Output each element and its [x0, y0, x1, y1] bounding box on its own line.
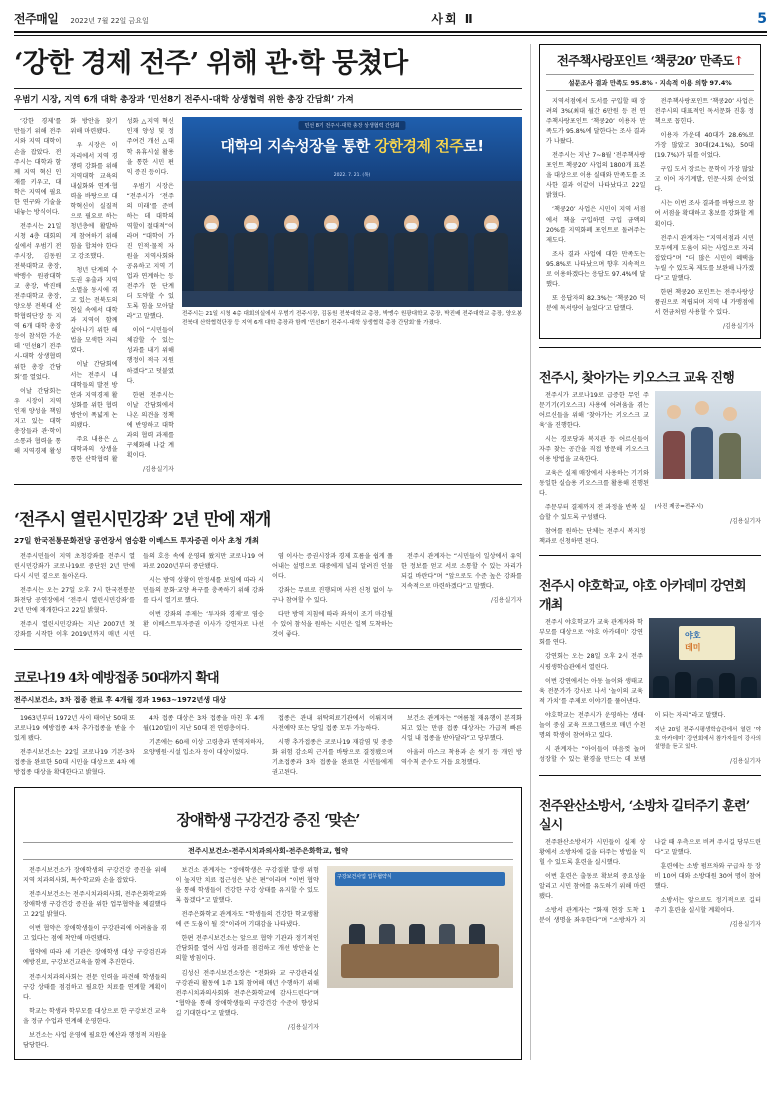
fire-para: 전주완산소방서가 시민들이 실제 상황에서 소방차에 길을 터주는 방법을 익힐 수 있도록 훈련을 실시했다.: [539, 838, 646, 866]
kiosk-para: 전주시가 코로나19로 급증한 무인 주문기기(키오스크) 사용에 어려움을 겪는 어르신들을 위해 ‘찾아가는 키오스크 교육’을 진행한다.: [539, 391, 649, 429]
article2-para: 전주시 열린시민강좌는 지난 2007년 첫 강좌를 시작한 이후 2019년까지 매년 시민들의 호응 속에 운영돼 왔지만 코로나19 여파로 2020년부터 중단됐다.: [14, 552, 264, 639]
yaho-photo: [649, 618, 761, 698]
article-vaccine: [14, 649, 522, 778]
feature-para: 이번 협약은 장애학생들이 구강관리에 어려움을 겪고 있다는 점에 착안해 마련됐다.: [23, 925, 167, 943]
side-article-fire-drill: [539, 775, 761, 930]
side-box1-para: 또 응답자의 82.3%는 ‘책쿵20 덕분에 독서량이 늘었다’고 답했다.: [546, 294, 646, 312]
side-box1-byline: /김용실기자: [722, 322, 754, 330]
feature-body: [23, 866, 319, 1051]
kiosk-para: 참여를 원하는 단체는 전주시 복지정책과로 신청하면 된다.: [539, 528, 646, 546]
lead-para: 이날 간담회는 우 시장이 지역 인재 양성을 책임지고 있는 대학 총장들과 관·학이 소통과 협력을 통해 지역경제 활성화 방안을 찾기 위해 마련됐다.: [14, 118, 118, 455]
side-article-yaho: [539, 555, 761, 767]
article3-body: [14, 714, 522, 778]
lead-para: 이어 “시민들이 체감할 수 있는 성과를 내기 위해 행정이 적극 지원하겠다”고 덧붙였다.: [126, 327, 174, 385]
yaho-para: 이번 강연에서는 아동 놀이와 생태교육 전문가가 강사로 나서 ‘놀이의 교육적 가치’를 주제로 이야기를 풀어낸다.: [539, 677, 643, 705]
article3-para: 기존에는 60세 이상 고령층과 면역저하자, 요양병원·시설 입소자 등이 대상이었다.: [143, 739, 264, 757]
paper-name: 전주매일: [14, 12, 59, 26]
lead-para: ‘강한 경제’를 만들기 위해 전주시와 지역 대학이 손을 잡았다. 전주시는 대학과 함께 지역 혁신 인재를 키우고, 대학은 지역에 필요한 연구와 기술을 내놓는 방식이다.: [14, 118, 62, 216]
lead-para: 한편 전주시는 이날 간담회에서 나온 의견을 정책에 반영하고 대학과의 협력 과제를 구체화해 나갈 계획이다.: [126, 391, 174, 459]
side-box1-para: 시는 이번 조사 결과를 바탕으로 참여 서점을 확대하고 홍보를 강화할 계획이다.: [654, 200, 755, 228]
yaho-byline: /김용실기자: [729, 758, 761, 766]
page-content: [14, 44, 767, 1060]
yaho-body-cont: [539, 711, 761, 767]
side-box1-title-text: 전주책사랑포인트 ‘책쿵20’ 만족도: [556, 53, 734, 68]
side-box1-sub: 설문조사 결과 만족도 95.8% · 지속적 이용 의향 97.4%: [546, 74, 754, 91]
feature-para: 전주시보건소는 전주시치과의사회, 전주은화학교와 장애학생 구강건강 증진을 위한 업무협약을 체결했다고 22일 밝혔다.: [23, 891, 167, 919]
side-box1-para: 구입 도서 장르는 문학이 가장 많았고 이어 자기계발, 인문·사회 순이었다.: [654, 166, 755, 194]
feature-byline: /김용실기자: [287, 1023, 319, 1031]
lead-para: 주요 내용은 △대학과의 상생을 통한 산학협력 활성화 △지역 혁신인재 양성 및 정주여건 개선 △대학 유휴시설 활용을 통한 시민 편익 증진 등이다.: [70, 118, 174, 463]
article3-para: 보건소 관계자는 “여름철 재유행이 본격화되고 있는 만큼 접종 대상자는 가급적 빠른 시일 내 접종을 받아달라”고 당부했다.: [401, 714, 522, 743]
feature-photo-caption: 김성신 전주시보건소장은 “전화와 교 구강관리실 구강관리 활동에 1주 1회 참여해 매년 수행하기 위해 전주시치과의사회와 전주은화학교에 감사드린다”며 “협약을 통해 장애학생들의 구강건강 수준이 향상되길 기대한다”고 말했다.: [175, 969, 319, 1017]
lead-body: [14, 117, 174, 474]
banner-big-1: 대학의 지속성장을 통한: [220, 137, 375, 156]
masthead-left: [14, 10, 149, 27]
article2-body: [14, 552, 522, 640]
lead-article: [14, 48, 522, 475]
fire-body: [539, 838, 761, 930]
article3-para: 접종은 관내 위탁의료기관에서 이뤄지며 사전예약 또는 당일 접종 모두 가능하다.: [272, 714, 393, 732]
feature-para: 한편 전주시보건소는 앞으로 협약 기관과 정기적인 간담회를 열어 사업 성과를 점검하고 개선 방안을 논의할 방침이다.: [175, 935, 319, 963]
fire-para: 이번 훈련은 출동로 확보의 중요성을 알리고 시민 참여를 유도하기 위해 마련됐다.: [539, 872, 646, 901]
kiosk-body-cont: [539, 503, 761, 547]
feature-photo: 구강보건사업 업무협약식: [327, 866, 513, 988]
fire-para: 소방서 관계자는 “화재 현장 도착 1분이 생명을 좌우한다”며 “소방차가 지나갈 때 우측으로 비켜 주시길 당부드린다”고 말했다.: [539, 838, 761, 925]
lead-para: 이날 간담회에서는 전주시 내 대학들의 발전 방안과 지역경제 활성화를 위한 협력 방안이 폭넓게 논의됐다.: [70, 361, 118, 429]
side-box1-para: 조사 결과 사업에 대한 만족도는 95.8%로 나타났으며 향후 지속적으로 이용하겠다는 응답도 97.4%에 달했다.: [546, 250, 646, 288]
article3-para: 아울러 마스크 착용과 손 씻기 등 개인 방역수칙 준수도 거듭 요청했다.: [401, 749, 522, 767]
article2-para: 전주시민들이 지역 초청강좌를 전주시 열린시민강좌가 코로나19로 중단된 2년 만에 다시 시민 곁으로 돌아온다.: [14, 552, 135, 580]
kiosk-photo: [655, 391, 761, 479]
kiosk-text-col: [539, 391, 649, 503]
kiosk-para: 주문부터 결제까지 전 과정을 반복 실습할 수 있도록 구성됐다.: [539, 504, 646, 522]
side-box1-para: ‘책쿵20’ 사업은 시민이 지역 서점에서 책을 구입하면 구입 금액의 20%를 지역화폐 포인트로 돌려주는 제도다.: [546, 206, 646, 244]
feature-para: 전주은화학교 관계자도 “학생들의 건강한 학교생활에 큰 도움이 될 것”이라며 기대감을 나타냈다.: [175, 911, 319, 929]
yaho-banner-1: 야호: [685, 631, 701, 641]
article2-title: ‘전주시 열린시민강좌’ 2년 만에 재개: [14, 509, 271, 530]
page-number: 5: [757, 10, 767, 27]
feature-dental-health: [14, 787, 522, 1060]
yaho-text-col: [539, 618, 643, 710]
yaho-para: 강연회는 오는 28일 오후 2시 전주시평생학습관에서 열린다.: [539, 653, 643, 671]
banner-big-text: [220, 135, 483, 156]
article2-para: 이번 강좌의 주제는 ‘투자와 경제’로 염승환 이베스트투자증권 이사가 강연자로 나선다.: [143, 611, 264, 639]
article2-sub: 27일 한국전통문화전당 공연장서 염승환 이베스트 투자증권 이사 초청 개최: [14, 535, 260, 545]
yaho-photo-col: [649, 618, 761, 710]
masthead-rule: [14, 35, 767, 36]
banner-big-3: 로!: [463, 137, 484, 156]
kiosk-photo-col: [655, 391, 761, 503]
yaho-photo-caption: 지난 20일 전주시평생학습관에서 열린 ‘야호 아카데미’ 강연회에서 참가자들이 강사의 설명을 듣고 있다.: [654, 727, 761, 751]
yaho-para: 시 관계자는 “아이들이 마음껏 놀며 성장할 수 있는 환경을 만드는 데 보탬이 되는 자리”라고 말했다.: [539, 711, 726, 763]
feature-para: 보건소는 사업 운영에 필요한 예산과 행정적 지원을 담당한다.: [23, 1031, 167, 1049]
banner-small-text: 민선 8기 전주시-대학 총장 상생협력 간담회: [298, 121, 405, 130]
feature-sub: 전주시보건소-전주시치과의사회-전주은화학교, 협약: [23, 842, 513, 860]
photo-floor: [182, 291, 522, 307]
banner-big-2: 강한경제 전주: [374, 137, 464, 156]
article3-para: 전주시보건소는 22일 코로나19 기본·3차 접종을 완료한 50대 시민을 대상으로 4차 예방접종 대상을 확대한다고 밝혔다.: [14, 749, 135, 777]
kiosk-byline: /김용실기자: [729, 518, 761, 526]
article2-para: 다만 방역 지침에 따라 좌석이 조기 마감될 수 있어 참석을 원하는 시민은 일찍 도착하는 것이 좋다.: [272, 611, 393, 639]
lead-subhead: 우범기 시장, 지역 6개 대학 총장과 ‘민선8기 전주시-대학 상생협력 위한 총장 간담회’ 가져: [14, 88, 522, 110]
feature-para: 전주시보건소가 장애학생의 구강건강 증진을 위해 지역 치과의사회, 특수학교와 손을 잡았다.: [23, 867, 167, 885]
masthead: [14, 10, 767, 33]
feature-para: 학교는 학생과 학부모를 대상으로 한 구강보건 교육을 정규 수업과 연계해 운영한다.: [23, 1007, 167, 1025]
side-box1-para: 한편 책쿵20 포인트는 전주사랑상품권으로 적립되며 지역 내 가맹점에서 현금처럼 사용할 수 있다.: [654, 288, 754, 316]
lead-photo: [182, 117, 522, 326]
issue-date: 2022년 7월 22일 금요일: [70, 17, 149, 25]
side-box1-para: 전주책사랑포인트 ‘책쿵20’ 사업은 전주시의 대표적인 독서문화 진흥 정책으로 꼽힌다.: [654, 98, 754, 126]
article3-para: 1963년부터 1972년 사이 태어난 50대 또 코로나19 예방접종 4차 추가접종을 받을 수 있게 됐다.: [14, 714, 135, 743]
lead-headline: ‘강한 경제 전주’ 위해 관·학 뭉쳤다: [14, 48, 408, 79]
article3-title: 코로나19 4차 예방접종 50대까지 확대: [14, 670, 219, 686]
feature-para: 보건소 관계자는 “장애학생은 구강질환 발생 위험이 높지만 치료 접근성은 낮은 편”이라며 “이번 협약을 통해 학생들이 건강한 구강 상태를 유지할 수 있도록 돕겠다”고 말했다.: [175, 867, 319, 905]
article3-para: 시행 추가접종은 코로나19 재감염 및 중증화 위험 감소의 근거를 바탕으로 결정됐으며 기초접종과 3차 접종을 완료한 시민들에게 권고된다.: [272, 739, 393, 777]
yaho-para: 야호학교는 전주시가 운영하는 생태·놀이 중심 교육 프로그램으로 매년 수천 명의 학생이 참여하고 있다.: [539, 711, 646, 739]
lead-photo-image: [182, 117, 522, 307]
side-box1-title: [546, 51, 754, 69]
article2-byline: /김용실기자: [490, 596, 522, 604]
lead-byline: /김용실기자: [142, 465, 174, 473]
side-article-kiosk: [539, 347, 761, 548]
side-box1-para: 전주시 관계자는 “지역서점과 시민 모두에게 도움이 되는 사업으로 자리 잡았다”며 “더 많은 시민이 혜택을 누릴 수 있도록 제도를 보완해 나가겠다”고 말했다.: [654, 234, 754, 282]
lead-para: 전주시는 21일 시청 4층 대회의실에서 우범기 전주시장, 김동원 전북대학교 총장, 박맹수 원광대학교 총장, 박진배 전주대학교 총장, 양오봉 전북대 산학협력단장 등 지역 6개 대학 총장 등이 참석한 가운데 ‘민선8기 전주시-대학 상생협력 위한 총장 간담회’를 열었다.: [14, 222, 62, 381]
feature-title: 장애학생 구강건강 증진 ‘맞손’: [176, 810, 360, 829]
yaho-title: 전주시 야호학교, 야호 아카데미 강연회 개최: [539, 579, 746, 614]
fire-para: 훈련에는 소방 펌프차와 구급차 등 장비 10여 대와 소방대원 30여 명이 참여했다.: [654, 862, 761, 890]
photo-banner: [182, 117, 522, 181]
yaho-body: [539, 618, 643, 706]
kiosk-para: 교육은 실제 매장에서 사용하는 기기와 동일한 실습용 키오스크를 활용해 진행된다.: [539, 469, 649, 498]
article2-para: 전주시 관계자는 “시민들이 일상에서 유익한 정보를 얻고 서로 소통할 수 있는 자리가 되길 바란다”며 “앞으로도 수준 높은 강좌를 지속적으로 마련하겠다”고 말했다.: [401, 552, 522, 590]
kiosk-title: 전주시, 찾아가는 키오스크 교육 진행: [539, 370, 734, 386]
side-box1-para: 전주시는 지난 7~8월 ‘전주책사랑포인트 책쿵20’ 사업의 1800개 표본을 대상으로 이용 실태와 만족도를 조사한 결과 이같이 나타났다고 22일 밝혔다.: [546, 152, 646, 200]
photo-people-group: [182, 197, 522, 307]
lead-para: 청년 단계의 수도권 유출과 지역소멸을 동시에 겪고 있는 전북도의 현실 속에서 대학과 지역이 함께 살아나기 위한 해법을 모색한 자리였다.: [70, 267, 118, 355]
article3-kicker: 전주시보건소, 3차 접종 완료 후 4개월 경과 1963~1972년생 대상: [14, 691, 522, 709]
fire-para: 소방서는 앞으로도 정기적으로 길터주기 훈련을 실시할 계획이다.: [654, 897, 761, 915]
kiosk-photo-caption: (사진 제공=전주시): [654, 504, 704, 511]
article2-para: 전주시는 오는 27일 오후 7시 한국전통문화전당 공연장에서 ‘전주시 열린시민강좌’를 2년 만에 재개한다고 22일 밝혔다.: [14, 586, 135, 614]
yaho-para: 전주시 야호학교가 교육 관계자와 학부모를 대상으로 ‘야호 아카데미’ 강연회를 연다.: [539, 619, 643, 647]
side-box1-body: [546, 97, 754, 332]
lead-photo-caption: 전주시는 21일 시청 4층 대회의실에서 우범기 전주시장, 김동원 전북대학교 총장, 박맹수 원광대학교 총장, 박진배 전주대학교 총장, 양오봉 전북대 산학협력단장 등 지역 6개 대학 총장과 함께 ‘민선8기 전주시-대학 상생협력 총장 간담회’를 가졌다.: [182, 311, 522, 326]
lead-para: 우범기 시장은 “전주시가 ‘전주의 미래’를 준비하는 데 대학의 역할이 절대적”이라며 “대학이 가진 인적·물적 자원을 지역사회와 공유하고 지역 기업과 연계하는 등 전주가 한 단계 더 도약할 수 있도록 힘을 모아달라”고 말했다.: [126, 182, 174, 321]
fire-byline: /김용실기자: [729, 921, 761, 929]
yaho-banner-2: 데미: [685, 643, 701, 653]
banner-date-text: 2022. 7. 21. (목): [333, 173, 371, 179]
article2-para: 염 이사는 증권시장과 경제 흐름을 쉽게 풀어내는 설명으로 대중에게 널리 알려진 인물이다.: [272, 552, 393, 580]
section-title: 사회 Ⅱ: [431, 12, 475, 26]
lead-para: 우 시장은 이 자리에서 지역 경쟁력 강화를 위해 지역대학 교육의 내실화와 연계·협력을 바탕으로 대학혁신이 실질적으로 필요로 하는 청년층에 활발하게 참여하기 위해 힘을 합쳐야 한다고 강조했다.: [70, 142, 118, 260]
feature-para: 협약에 따라 세 기관은 장애학생 대상 구강검진과 예방진료, 구강보건교육을 함께 추진한다.: [23, 949, 167, 967]
fire-title: 전주완산소방서, ‘소방차 길터주기 훈련’ 실시: [539, 798, 750, 833]
article-open-lecture: [14, 484, 522, 640]
up-arrow-icon: ↑: [733, 53, 744, 68]
article2-para: 시는 방역 상황이 안정세를 보임에 따라 시민들의 문화·교양 욕구를 충족하기 위해 강좌를 다시 열기로 했다.: [143, 576, 264, 604]
side-box1-para: 지역서점에서 도서를 구입할 때 장려의 3%(최대 월간 6만원 등 전 연주책사랑포인트 ‘책쿵20’ 이용자 만족도가 95.8%에 달한다는 조사 결과가 나왔다.: [546, 98, 646, 146]
side-article-chaekkung: [539, 44, 761, 339]
side-column: [530, 44, 761, 1060]
side-box1-para: 이용자 가운데 40대가 28.6%로 가장 많았고 30대(24.1%), 50대(19.7%)가 뒤를 이었다.: [654, 132, 754, 160]
kiosk-para: 시는 경로당과 복지관 등 어르신들이 자주 찾는 공간을 직접 방문해 키오스크 이용 방법을 교육한다.: [539, 435, 649, 463]
feature-para: 전주시치과의사회는 전문 인력을 파견해 학생들의 구강 상태를 점검하고 필요한 치료를 연계할 계획이다.: [23, 973, 167, 1001]
article2-para: 강좌는 무료로 진행되며 사전 신청 없이 누구나 참여할 수 있다.: [272, 586, 393, 604]
article3-para: 4차 접종 대상은 3차 접종을 마친 후 4개월(120일)이 지난 50대 전 연령층이다.: [143, 714, 264, 732]
main-column: [14, 44, 522, 1060]
kiosk-body: [539, 391, 649, 499]
